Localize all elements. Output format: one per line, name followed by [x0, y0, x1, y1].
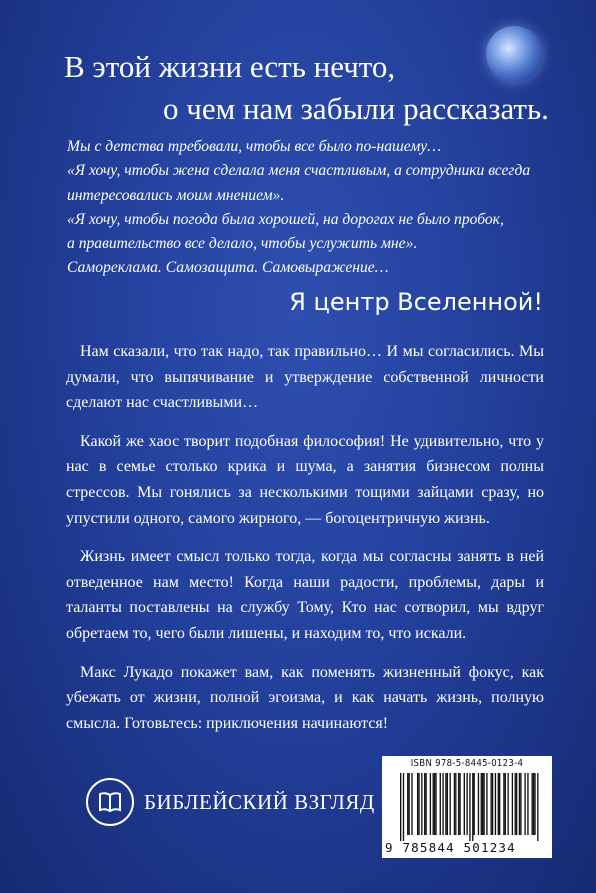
quote-line: «Я хочу, чтобы жена сделала меня счастливым, а сотрудники всегда — [67, 162, 531, 180]
barcode-bar — [533, 773, 534, 835]
barcode-bar — [430, 773, 431, 835]
headline-line-2: о чем нам забыли рассказать. — [163, 91, 549, 126]
quote-line: интересовались моим мнением». — [67, 186, 285, 204]
barcode-bar — [458, 773, 459, 835]
barcode-bar — [478, 773, 479, 835]
barcode-bar — [519, 773, 520, 835]
barcode-bar — [534, 773, 535, 835]
barcode-bar — [492, 773, 493, 835]
barcode — [382, 756, 552, 858]
planet-image — [486, 26, 542, 82]
barcode-bar — [442, 773, 443, 835]
quote-line: Мы с детства требовали, чтобы все было по-нашему… — [67, 138, 442, 155]
body-text — [66, 339, 544, 749]
paragraph: Нам сказали, что так надо, так правильно… И мы согласились. Мы думали, что выпячивание и утверждение собственной личности сделают нас счастливыми… — [66, 343, 544, 412]
barcode-bar — [418, 773, 419, 835]
barcode-bar — [472, 773, 473, 841]
barcode-bar — [408, 773, 409, 835]
barcode-bar — [503, 773, 504, 835]
barcode-bar — [421, 773, 422, 835]
barcode-bar — [445, 773, 446, 835]
center-statement: Я центр Вселенной! — [289, 288, 543, 316]
barcode-bar — [532, 773, 533, 835]
barcode-bar — [469, 773, 470, 841]
publisher — [86, 776, 375, 828]
barcode-bar — [515, 773, 516, 835]
barcode-bar — [435, 773, 436, 835]
book-circle-icon — [86, 778, 134, 826]
barcode-bar — [481, 773, 482, 835]
barcode-bar — [495, 773, 496, 835]
barcode-bar — [527, 773, 528, 835]
barcode-bars — [400, 773, 540, 841]
barcode-bar — [403, 773, 404, 841]
barcode-bar — [434, 773, 435, 835]
quote-line: «Я хочу, чтобы погода была хорошей, на дорогах не было пробок, — [67, 210, 504, 228]
quote-line: Самореклама. Самозащита. Самовыражение… — [67, 259, 389, 277]
barcode-bar — [482, 773, 483, 835]
quotes-block — [67, 135, 567, 281]
paragraph: Жизнь имеет смысл только тогда, когда мы согласны занять в ней отведенное нам место! Когда наши радости, проблемы, дары и таланты поставлены на службу Тому, Кто нас сотворил, мы вдруг обретаем то, чего были лишены, и находим то, что искали. — [66, 548, 544, 642]
quote-line: а правительство все делало, чтобы услужить мне». — [67, 235, 418, 253]
barcode-bar — [433, 773, 434, 835]
barcode-bar — [411, 773, 412, 835]
barcode-bar — [507, 773, 508, 835]
barcode-bar — [455, 773, 456, 835]
barcode-bar — [400, 773, 401, 841]
barcode-bar — [512, 773, 513, 835]
barcode-bar — [454, 773, 455, 835]
headline-line-1: В этой жизни есть нечто, — [64, 49, 396, 84]
paragraph: Какой же хаос творит подобная философия! Не удивительно, что у нас в семье столько крика и шума, а занятия бизнесом полны стрессов. Мы гонялись за несколькими тощими зайцами сразу, но упустили одного, самого жирного, — богоцентричную жизнь. — [66, 432, 544, 527]
barcode-bar — [407, 773, 408, 835]
barcode-bar — [466, 773, 467, 835]
barcode-bar — [499, 773, 500, 835]
barcode-bar — [505, 773, 506, 835]
barcode-bar — [447, 773, 448, 835]
barcode-bar — [464, 773, 465, 835]
barcode-bar — [520, 773, 521, 835]
barcode-bar — [537, 773, 538, 841]
barcode-bar — [449, 773, 450, 835]
barcode-bar — [524, 773, 525, 835]
barcode-bar — [425, 773, 426, 835]
barcode-number: 9 785844 501234 — [385, 840, 516, 855]
barcode-bar — [483, 773, 484, 835]
barcode-bar — [498, 773, 499, 835]
barcode-bar — [491, 773, 492, 835]
isbn-text: ISBN 978-5-8445-0123-4 — [410, 758, 524, 769]
barcode-bar — [516, 773, 517, 835]
barcode-bar — [474, 773, 475, 835]
barcode-bar — [417, 773, 418, 835]
paragraph: Макс Лукадо покажет вам, как поменять жизненный фокус, как убежать от жизни, полной эгоизма, и как начать жизнь, полную смысла. Готовьтесь: приключения начинаются! — [66, 663, 544, 732]
barcode-bar — [459, 773, 460, 835]
publisher-name: БИБЛЕЙСКИЙ ВЗГЛЯД — [144, 789, 375, 814]
barcode-bar — [424, 773, 425, 835]
barcode-bar — [486, 773, 487, 835]
barcode-bar — [440, 773, 441, 835]
